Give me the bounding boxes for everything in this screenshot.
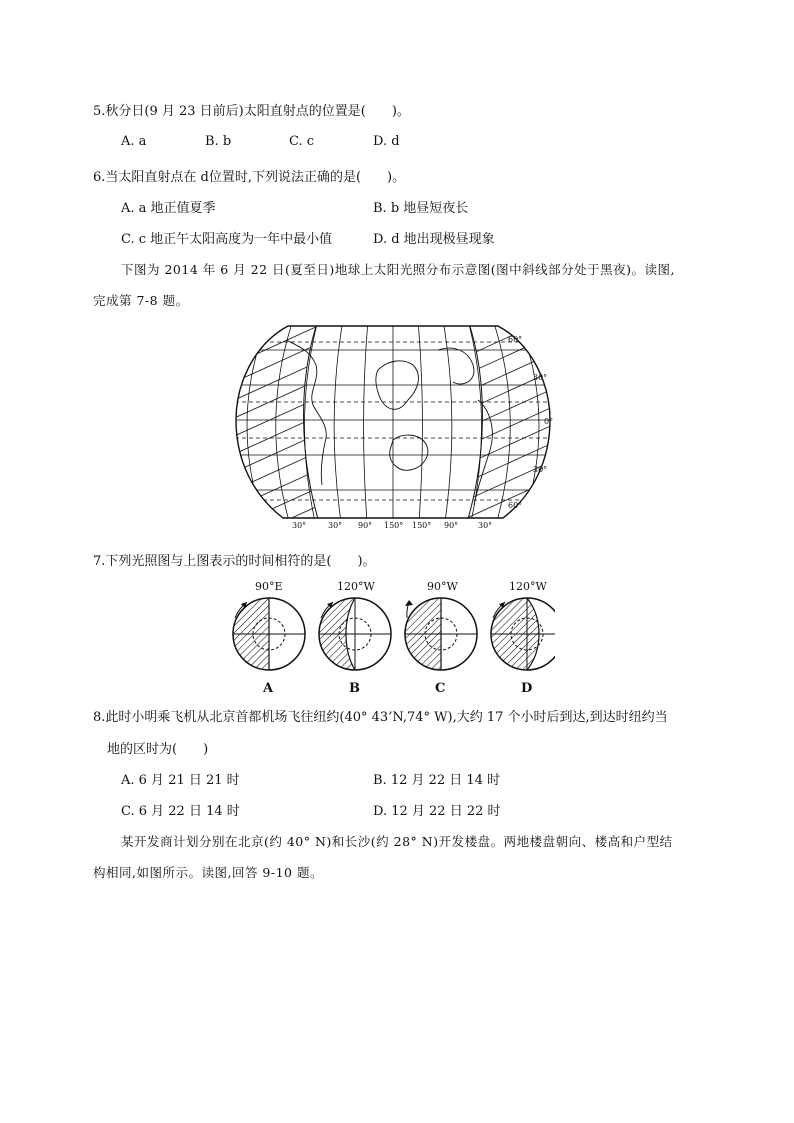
q6-stem: 6.当太阳直射点在 d位置时,下列说法正确的是( )。: [93, 170, 406, 185]
diagram-a-meridian: 90°E: [255, 580, 283, 593]
q5-option-b: B. b: [205, 134, 232, 149]
q5-option-c: C. c: [289, 134, 315, 149]
q8-option-d: D. 12 月 22 日 22 时: [373, 804, 501, 819]
world-illumination-map: [228, 320, 558, 535]
lat-label-30n: 30°: [533, 373, 548, 382]
diagram-b-letter: B: [349, 681, 360, 696]
intro-9-10-line2: 构相同,如图所示。读图,回答 9-10 题。: [93, 865, 323, 880]
q8-option-b: B. 12 月 22 日 14 时: [373, 773, 501, 788]
diagram-d-letter: D: [521, 681, 533, 696]
q6-option-a: A. a 地正值夏季: [121, 201, 216, 216]
lon-label-3: 90°: [358, 521, 373, 530]
diagram-c-meridian: 90°W: [427, 580, 458, 593]
lat-label-60s: 60°: [508, 501, 523, 510]
q8-option-c: C. 6 月 22 日 14 时: [121, 804, 240, 819]
lon-label-6: 90°: [444, 521, 459, 530]
q8-stem-line1: 8.此时小明乘飞机从北京首都机场飞往纽约(40° 43’N,74° W),大约 17 个小时后到达,到达时纽约当: [93, 710, 668, 725]
lon-label-2: 30°: [328, 521, 343, 530]
lon-label-1: 30°: [292, 521, 307, 530]
q5-stem: 5.秋分日(9 月 23 日前后)太阳直射点的位置是( )。: [93, 104, 410, 119]
q8-option-a: A. 6 月 21 日 21 时: [121, 773, 240, 788]
q5-option-a: A. a: [121, 134, 147, 149]
intro-7-8-line2: 完成第 7-8 题。: [93, 293, 189, 308]
q7-stem: 7.下列光照图与上图表示的时间相符的是( )。: [93, 554, 376, 569]
diagram-d: [491, 580, 555, 696]
q5-option-d: D. d: [373, 134, 400, 149]
diagram-a: [233, 580, 305, 696]
diagram-d-meridian: 120°W: [509, 580, 547, 593]
lat-label-30s: 30°: [533, 465, 548, 474]
q6-option-c: C. c 地正午太阳高度为一年中最小值: [121, 232, 333, 247]
q6-option-d: D. d 地出现极昼现象: [373, 232, 495, 247]
diagram-b: [315, 580, 391, 696]
intro-9-10-line1: 某开发商计划分别在北京(约 40° N)和长沙(约 28° N)开发楼盘。两地楼盘朝向、楼高和户型结: [121, 834, 673, 849]
lat-label-0: 0°: [544, 417, 554, 426]
lon-label-4: 150°: [384, 521, 404, 530]
diagram-b-meridian: 120°W: [337, 580, 375, 593]
q8-stem-line2: 地的区时为( ): [107, 742, 209, 757]
diagram-a-letter: A: [263, 681, 274, 696]
q6-option-b: B. b 地昼短夜长: [373, 201, 469, 216]
q7-illumination-diagrams: [225, 578, 555, 696]
lon-label-5: 150°: [412, 521, 432, 530]
intro-7-8-line1: 下图为 2014 年 6 月 22 日(夏至日)地球上太阳光照分布示意图(图中斜线部分处于黑夜)。读图,: [121, 262, 675, 277]
lat-label-60n: 60°: [508, 335, 523, 344]
lon-label-7: 30°: [478, 521, 493, 530]
diagram-c: [405, 580, 477, 696]
diagram-c-letter: C: [435, 681, 446, 696]
